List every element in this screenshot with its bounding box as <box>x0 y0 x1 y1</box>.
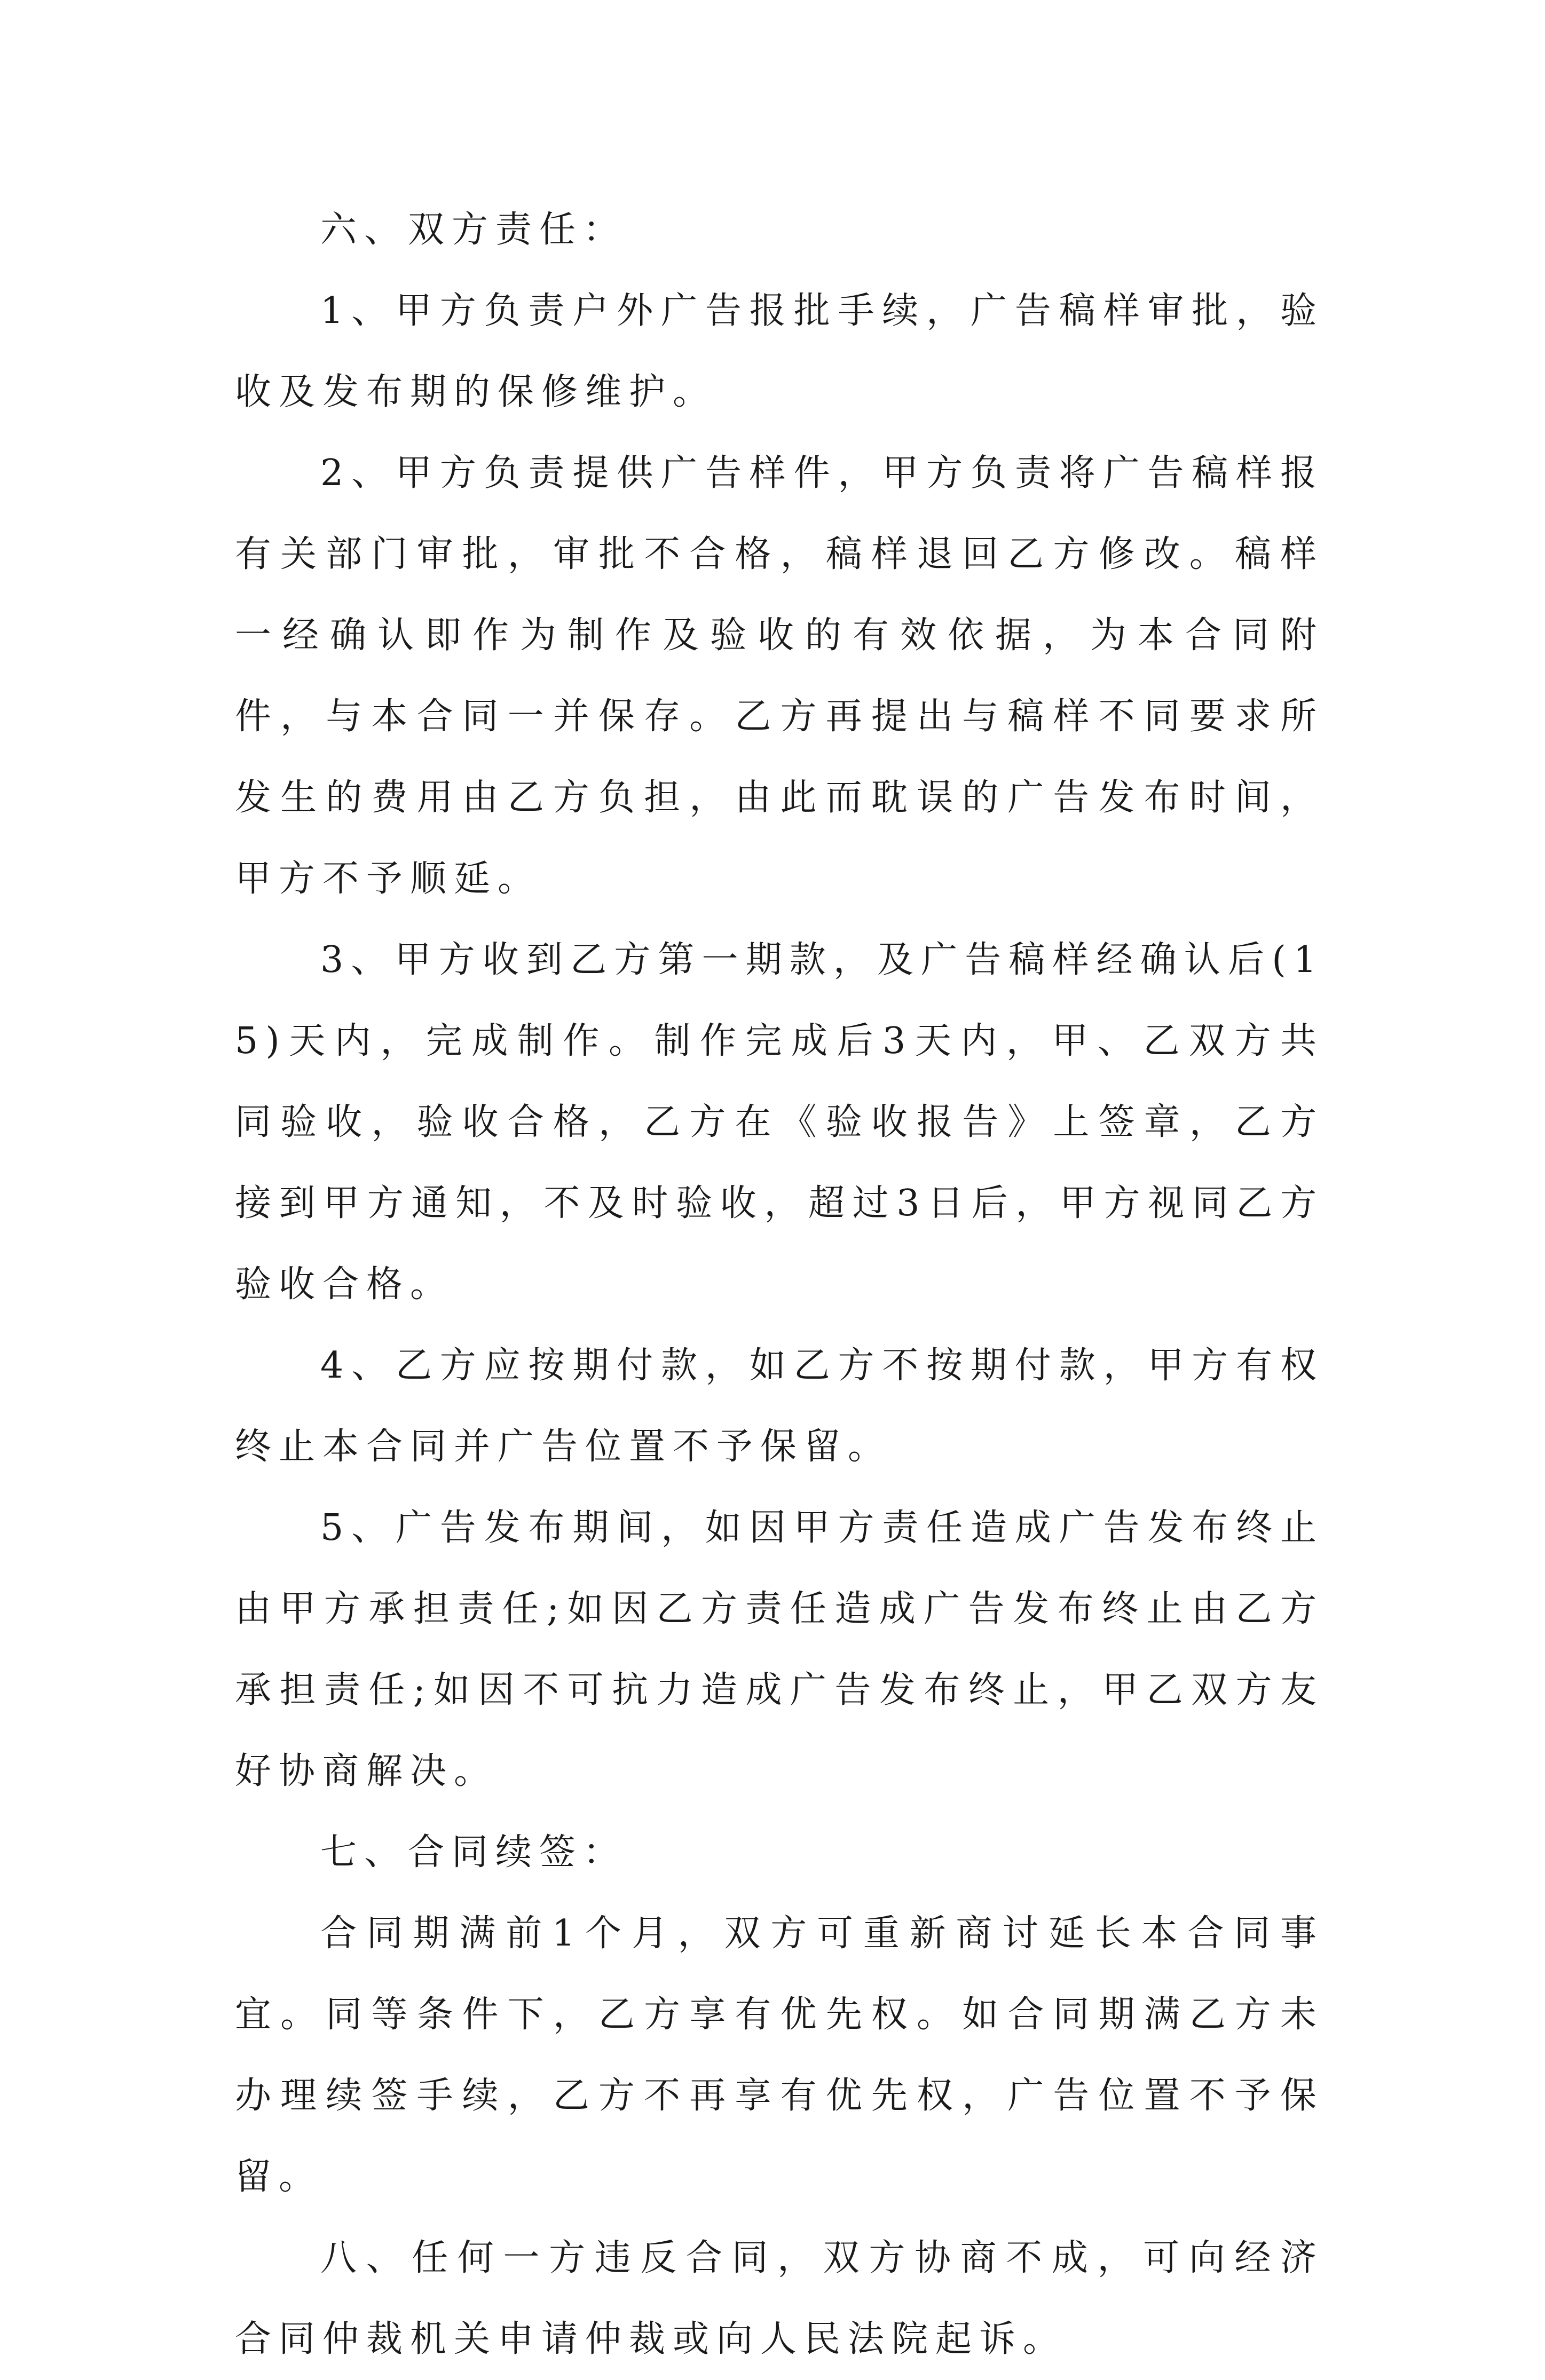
clause-4-paragraph: 4、乙方应按期付款，如乙方不按期付款，甲方有权终止本合同并广告位置不予保留。 <box>235 1345 1324 1468</box>
document-body <box>235 189 1324 2380</box>
clause-5-paragraph: 5、广告发布期间，如因甲方责任造成广告发布终止由甲方承担责任;如因乙方责任造成广告发布终止由乙方承担责任;如因不可抗力造成广告发布终止，甲乙双方友好协商解决。 <box>235 1507 1324 1792</box>
section-heading-renewal: 七、合同续签： <box>320 1831 627 1873</box>
renewal-paragraph: 合同期满前1个月，双方可重新商讨延长本合同事宜。同等条件下，乙方享有优先权。如合同期满乙方未办理续签手续，乙方不再享有优先权，广告位置不予保留。 <box>235 1912 1324 2198</box>
section-heading-responsibilities: 六、双方责任： <box>320 209 627 251</box>
section-eight-paragraph: 八、任何一方违反合同，双方协商不成，可向经济合同仲裁机关申请仲裁或向人民法院起诉。 <box>235 2237 1324 2360</box>
clause-3-paragraph: 3、甲方收到乙方第一期款，及广告稿样经确认后(15)天内，完成制作。制作完成后3天内，甲、乙双方共同验收，验收合格，乙方在《验收报告》上签章，乙方接到甲方通知，不及时验收，超过3日后，甲方视同乙方验收合格。 <box>235 939 1324 1306</box>
clause-1-paragraph: 1、甲方负责户外广告报批手续，广告稿样审批，验收及发布期的保修维护。 <box>235 290 1324 413</box>
clause-2-paragraph: 2、甲方负责提供广告样件，甲方负责将广告稿样报有关部门审批，审批不合格，稿样退回乙方修改。稿样一经确认即作为制作及验收的有效依据，为本合同附件，与本合同一并保存。乙方再提出与稿样不同要求所发生的费用由乙方负担，由此而耽误的广告发布时间，甲方不予顺延。 <box>235 452 1324 900</box>
